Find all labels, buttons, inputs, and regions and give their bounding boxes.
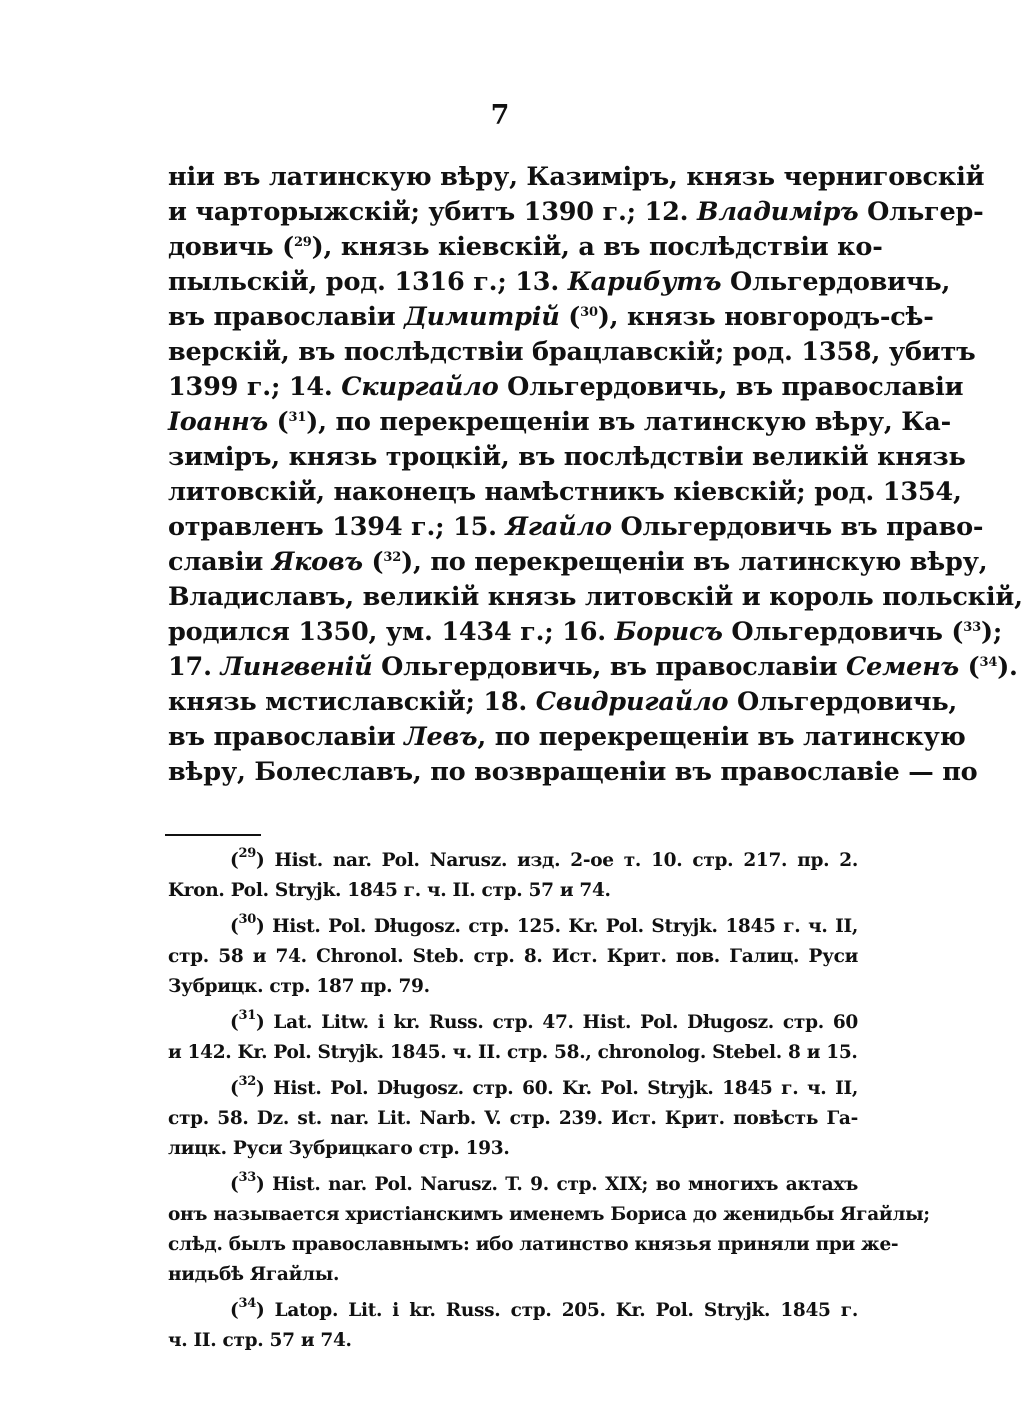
text-run: ніи въ латинскую вѣру, Казиміръ, князь черниговскій [168, 162, 985, 192]
footnote-reference: 30 [580, 305, 598, 320]
text-line [168, 685, 958, 720]
footnote [168, 846, 858, 906]
italic-name: Семенъ [846, 652, 959, 682]
footnote-text: и 142. Kr. Pol. Stryjk. 1845. ч. II. стр. 58., chronolog. Stebel. 8 и 15. [168, 1042, 858, 1063]
text-run: и чарторыжскій; убитъ 1390 г.; 12. [168, 197, 697, 227]
footnote-text: лицк. Руси Зубрицкаго стр. 193. [168, 1138, 510, 1159]
text-run: Ольгердовичь, [728, 687, 958, 717]
footnote-paren: ) [255, 1012, 274, 1033]
text-run: ), по перекрещеніи въ латинскую вѣру, Ка- [306, 407, 951, 437]
footnote-text: стр. 58 и 74. Chronol. Steb. стр. 8. Ист. Крит. пов. Галиц. Руси [168, 946, 858, 967]
footnote-line [168, 846, 858, 876]
footnote-line [168, 1296, 858, 1326]
italic-name: Карибутъ [567, 267, 722, 297]
footnote-line [168, 942, 858, 972]
text-line [168, 440, 966, 475]
text-run: Ольгердовичь ( [722, 617, 964, 647]
italic-name: Іоаннъ [168, 407, 268, 437]
footnote-text: Lat. Litw. i kr. Russ. стр. 47. Hist. Pol. Długosz. стр. 60 [273, 1012, 858, 1033]
footnote-line [168, 1074, 858, 1104]
footnote-text: слѣд. былъ православнымъ: ибо латинство князья приняли при же- [168, 1234, 899, 1255]
text-run: Ольгердовичь, [721, 267, 951, 297]
text-run: родился 1350, ум. 1434 г.; 16. [168, 617, 615, 647]
text-run: Ольгердовичь, въ православіи [498, 372, 964, 402]
footnote-line [168, 1260, 858, 1290]
text-line [168, 510, 984, 545]
italic-name: Борисъ [614, 617, 723, 647]
text-line [168, 370, 964, 405]
footnote-reference: 32 [383, 550, 402, 565]
text-run: ), князь кіевскій, а въ послѣдствіи ко- [311, 232, 883, 262]
footnote-line [168, 1200, 930, 1230]
text-run: верскій, въ послѣдствіи брацлавскій; род. 1358, убитъ [168, 337, 976, 367]
footnote-paren: ( [230, 850, 239, 871]
text-run: Владиславъ, великій князь литовскій и король польскій, [168, 582, 1023, 612]
text-run: ), князь новгородъ-сѣ- [597, 302, 934, 332]
footnote-text: онъ называется христіанскимъ именемъ Бориса до женидьбы Ягайлы; [168, 1204, 930, 1225]
text-line [168, 405, 951, 440]
text-run: зиміръ, князь троцкій, въ послѣдствіи великій князь [168, 442, 966, 472]
footnote-text: Hist. Pol. Długosz. стр. 60. Kr. Pol. Stryjk. 1845 г. ч. II, [273, 1078, 858, 1099]
footnote-text: Hist. nar. Pol. Narusz. изд. 2-ое т. 10. стр. 217. пр. 2. [274, 850, 858, 871]
italic-name: Владиміръ [696, 197, 859, 227]
page-number: 7 [490, 100, 510, 131]
footnote-reference: 29 [293, 235, 312, 250]
text-run: Ольгердовичь, въ православіи [372, 652, 847, 682]
footnote-marker: 34 [238, 1296, 256, 1311]
main-text [168, 160, 1023, 790]
footnote-paren: ( [230, 1174, 239, 1195]
text-run: князь мстиславскій; 18. [168, 687, 536, 717]
footnote-text: Hist. nar. Pol. Narusz. T. 9. стр. XIX; во многихъ актахъ [272, 1174, 858, 1195]
italic-name: Лингвеній [220, 652, 373, 682]
footnote-line [168, 1230, 899, 1260]
footnote-marker: 29 [238, 846, 256, 861]
footnote-line [168, 972, 858, 1002]
footnote [168, 912, 858, 1002]
footnote-reference: 31 [288, 410, 307, 425]
text-run: ( [267, 407, 289, 437]
text-run: вѣру, Болеславъ, по возвращеніи въ православіе — по [168, 757, 978, 787]
footnote-line [168, 1326, 858, 1356]
italic-name: Яковъ [271, 547, 363, 577]
footnote-text: ч. II. стр. 57 и 74. [168, 1330, 352, 1351]
text-line [168, 545, 988, 580]
italic-name: Скиргайло [341, 372, 499, 402]
footnote-paren: ) [255, 916, 273, 937]
footnote-marker: 32 [238, 1074, 256, 1089]
text-line [168, 335, 976, 370]
text-line [168, 615, 1003, 650]
footnote-paren: ) [255, 1174, 273, 1195]
footnote-text: Hist. Pol. Długosz. стр. 125. Kr. Pol. Stryjk. 1845 г. ч. II, [272, 916, 858, 937]
text-line [168, 160, 985, 195]
footnote-text: Зубрицк. стр. 187 пр. 79. [168, 976, 430, 997]
footnote-marker: 30 [238, 912, 256, 927]
footnote-line [168, 876, 858, 906]
text-run: Ольгер- [858, 197, 984, 227]
footnote-text: Latop. Lit. i kr. Russ. стр. 205. Kr. Pol. Stryjk. 1845 г. [274, 1300, 858, 1321]
text-run: въ православіи [168, 722, 405, 752]
text-run: Ольгердовичь въ право- [611, 512, 984, 542]
footnote-line [168, 912, 858, 942]
text-run: пыльскій, род. 1316 г.; 13. [168, 267, 568, 297]
footnote-paren: ) [255, 1300, 275, 1321]
footnote-paren: ( [230, 1078, 239, 1099]
footnotes [168, 846, 930, 1356]
italic-name: Ягайло [505, 512, 612, 542]
text-line [168, 580, 1023, 615]
text-run: литовскій, наконецъ намѣстникъ кіевскій; род. 1354, [168, 477, 962, 507]
footnote-text: Kron. Pol. Stryjk. 1845 г. ч. II. стр. 57 и 74. [168, 880, 611, 901]
text-run: славіи [168, 547, 272, 577]
text-run: 1399 г.; 14. [168, 372, 342, 402]
footnote-paren: ( [230, 1300, 239, 1321]
footnote-divider [165, 834, 261, 836]
text-run: , по перекрещеніи въ латинскую [477, 722, 966, 752]
footnote-reference: 33 [963, 620, 981, 635]
footnote [168, 1170, 930, 1290]
footnote-line [168, 1008, 858, 1038]
text-line [168, 720, 966, 755]
italic-name: Димитрій [404, 302, 560, 332]
text-run: ( [559, 302, 581, 332]
text-line [168, 195, 984, 230]
footnote-text: стр. 58. Dz. st. nar. Lit. Narb. V. стр. 239. Ист. Крит. повѣсть Га- [168, 1108, 858, 1129]
footnote-line [168, 1038, 858, 1068]
text-run: ( [958, 652, 980, 682]
italic-name: Левъ [404, 722, 478, 752]
text-line [168, 755, 978, 790]
text-line [168, 650, 1018, 685]
footnote-marker: 31 [238, 1008, 256, 1023]
footnote-paren: ( [230, 1012, 239, 1033]
text-line [168, 475, 962, 510]
footnote-paren: ) [255, 850, 275, 871]
text-run: ). [997, 652, 1018, 682]
text-line [168, 230, 883, 265]
text-line [168, 265, 951, 300]
italic-name: Свидригайло [535, 687, 729, 717]
footnote-reference: 34 [979, 655, 998, 670]
text-run: въ православіи [168, 302, 405, 332]
text-run: ); [980, 617, 1003, 647]
footnote [168, 1074, 858, 1164]
footnote-marker: 33 [238, 1170, 256, 1185]
footnote-paren: ( [230, 916, 239, 937]
text-run: ), по перекрещеніи въ латинскую вѣру, [401, 547, 988, 577]
footnote-line [168, 1170, 858, 1200]
footnote [168, 1296, 858, 1356]
footnote-line [168, 1134, 858, 1164]
text-run: ( [362, 547, 384, 577]
text-run: отравленъ 1394 г.; 15. [168, 512, 506, 542]
text-run: 17. [168, 652, 221, 682]
footnote-paren: ) [255, 1078, 274, 1099]
footnote-text: нидьбѣ Ягайлы. [168, 1264, 340, 1285]
footnote-line [168, 1104, 858, 1134]
text-line [168, 300, 934, 335]
text-run: довичь ( [168, 232, 294, 262]
footnote [168, 1008, 858, 1068]
